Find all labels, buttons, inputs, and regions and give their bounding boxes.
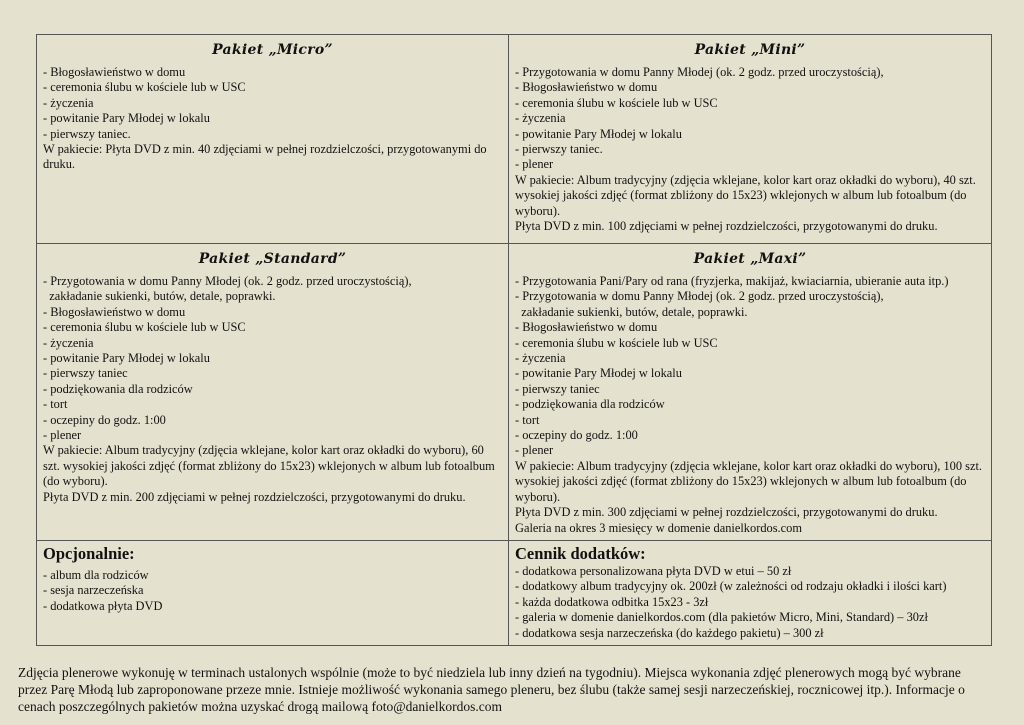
package-title: Pakiet „Mini” (694, 42, 806, 58)
list-item: - powitanie Pary Młodej w lokalu (43, 111, 210, 126)
package-items (515, 274, 985, 459)
list-item: - Przygotowania w domu Panny Młodej (ok. 2 godz. przed uroczystością), (515, 65, 884, 79)
section-title: Cennik dodatków: (515, 544, 646, 563)
list-item: - oczepiny do godz. 1:00 (43, 412, 166, 427)
list-item: - dodatkowy album tradycyjny ok. 200zł (w zależności od rodzaju okładki i ilości kart) (515, 579, 947, 594)
list-item: - tort (43, 397, 68, 412)
package-includes: W pakiecie: Płyta DVD z min. 40 zdjęciami w pełnej rozdzielczości, przygotowanymi do druku. (43, 142, 487, 172)
list-item: - pierwszy taniec (515, 381, 600, 396)
package-micro (37, 35, 509, 244)
list-item: - życzenia (43, 95, 94, 110)
list-item: - życzenia (515, 351, 566, 366)
package-dvd: Płyta DVD z min. 300 zdjęciami w pełnej rozdzielczości, przygotowanymi do druku. (515, 505, 938, 520)
package-mini (509, 35, 992, 244)
list-item: - ceremonia ślubu w kościele lub w USC (515, 95, 718, 110)
optional-items (43, 568, 502, 614)
package-title: Pakiet „Maxi” (693, 251, 807, 267)
list-item: - Błogosławieństwo w domu (515, 320, 658, 335)
extras-section (509, 541, 992, 646)
package-includes: W pakiecie: Album tradycyjny (zdjęcia wklejane, kolor kart oraz okładki do wyboru), 100 szt. wysokiej jakości zdjęć (format zbliżony do 15x23) wklejonych w album lub fotoalbum (do wyboru). (515, 458, 983, 504)
list-item: - powitanie Pary Młodej w lokalu (515, 366, 682, 381)
list-item: - plener (43, 428, 82, 443)
list-item: - dodatkowa personalizowana płyta DVD w etui – 50 zł (515, 564, 792, 578)
package-dvd: Płyta DVD z min. 100 zdjęciami w pełnej rozdzielczości, przygotowanymi do druku. (515, 219, 938, 234)
package-gallery: Galeria na okres 3 miesięcy w domenie danielkordos.com (515, 520, 802, 535)
list-item: - plener (515, 443, 554, 458)
list-item: - Przygotowania Pani/Pary od rana (fryzjerka, makijaż, kwiaciarnia, ubieranie auta itp.) (515, 274, 949, 288)
list-item: - powitanie Pary Młodej w lokalu (515, 126, 682, 141)
list-item: - pierwszy taniec (43, 366, 128, 381)
package-includes: W pakiecie: Album tradycyjny (zdjęcia wklejane, kolor kart oraz okładki do wyboru), 40 szt. wysokiej jakości zdjęć (format zbliżony do 15x23) wklejonych w album lub fotoalbum (do wyboru). (515, 172, 976, 218)
list-item: - powitanie Pary Młodej w lokalu (43, 351, 210, 366)
list-item: - Błogosławieństwo w domu (43, 65, 186, 79)
list-item: - Przygotowania w domu Panny Młodej (ok. 2 godz. przed uroczystością), zakładanie sukienki, butów, detale, poprawki. (43, 274, 412, 304)
list-item: - plener (515, 157, 554, 172)
package-title: Pakiet „Micro” (212, 42, 333, 58)
list-item: - życzenia (515, 111, 566, 126)
optional-section (37, 541, 509, 646)
list-item: - ceremonia ślubu w kościele lub w USC (43, 320, 246, 335)
list-item: - galeria w domenie danielkordos.com (dla pakietów Micro, Mini, Standard) – 30zł (515, 610, 928, 625)
package-items (43, 274, 502, 443)
list-item: - dodatkowa sesja narzeczeńska (do każdego pakietu) – 300 zł (515, 625, 824, 640)
list-item: - tort (515, 412, 540, 427)
list-item: - pierwszy taniec. (43, 126, 131, 141)
list-item: - Przygotowania w domu Panny Młodej (ok. 2 godz. przed uroczystością), zakładanie sukienki, butów, detale, poprawki. (515, 289, 884, 319)
extras-items (515, 564, 985, 641)
list-item: - dodatkowa płyta DVD (43, 598, 163, 613)
package-includes: W pakiecie: Album tradycyjny (zdjęcia wklejane, kolor kart oraz okładki do wyboru), 60 szt. wysokiej jakości zdjęć (format zbliżony do 15x23) wklejonych w album lub fotoalbum (do wyboru). (43, 443, 495, 489)
list-item: - podziękowania dla rodziców (515, 397, 665, 412)
package-title: Pakiet „Standard” (198, 251, 347, 267)
list-item: - sesja narzeczeńska (43, 583, 144, 598)
footer-note: Zdjęcia plenerowe wykonuję w terminach ustalonych wspólnie (może to być niedziela lub inny dzień na tygodniu). Miejsca wykonania zdjęć plenerowych mogą być wybrane przez Parę Młodą lub zaproponowane przeze mnie. Istnieje możliwość wykonania samego pleneru, bez ślubu (także samej sesji narzeczeńskiej, rocznicowej itp.). Informacje o cenach poszczególnych pakietów można uzyskać drogą mailową foto@danielkordos.com (18, 664, 965, 714)
list-item: - ceremonia ślubu w kościele lub w USC (43, 80, 246, 95)
list-item: - podziękowania dla rodziców (43, 381, 193, 396)
list-item: - oczepiny do godz. 1:00 (515, 428, 638, 443)
list-item: - każda dodatkowa odbitka 15x23 - 3zł (515, 594, 709, 609)
pricing-table (36, 34, 992, 646)
list-item: - Błogosławieństwo w domu (515, 80, 658, 95)
package-items (515, 65, 985, 173)
section-title: Opcjonalnie: (43, 544, 135, 563)
package-items (43, 65, 502, 142)
list-item: - Błogosławieństwo w domu (43, 304, 186, 319)
package-dvd: Płyta DVD z min. 200 zdjęciami w pełnej rozdzielczości, przygotowanymi do druku. (43, 489, 466, 504)
list-item: - ceremonia ślubu w kościele lub w USC (515, 335, 718, 350)
list-item: - życzenia (43, 335, 94, 350)
list-item: - pierwszy taniec. (515, 142, 603, 157)
package-standard (37, 244, 509, 541)
list-item: - album dla rodziców (43, 568, 149, 582)
package-maxi (509, 244, 992, 541)
